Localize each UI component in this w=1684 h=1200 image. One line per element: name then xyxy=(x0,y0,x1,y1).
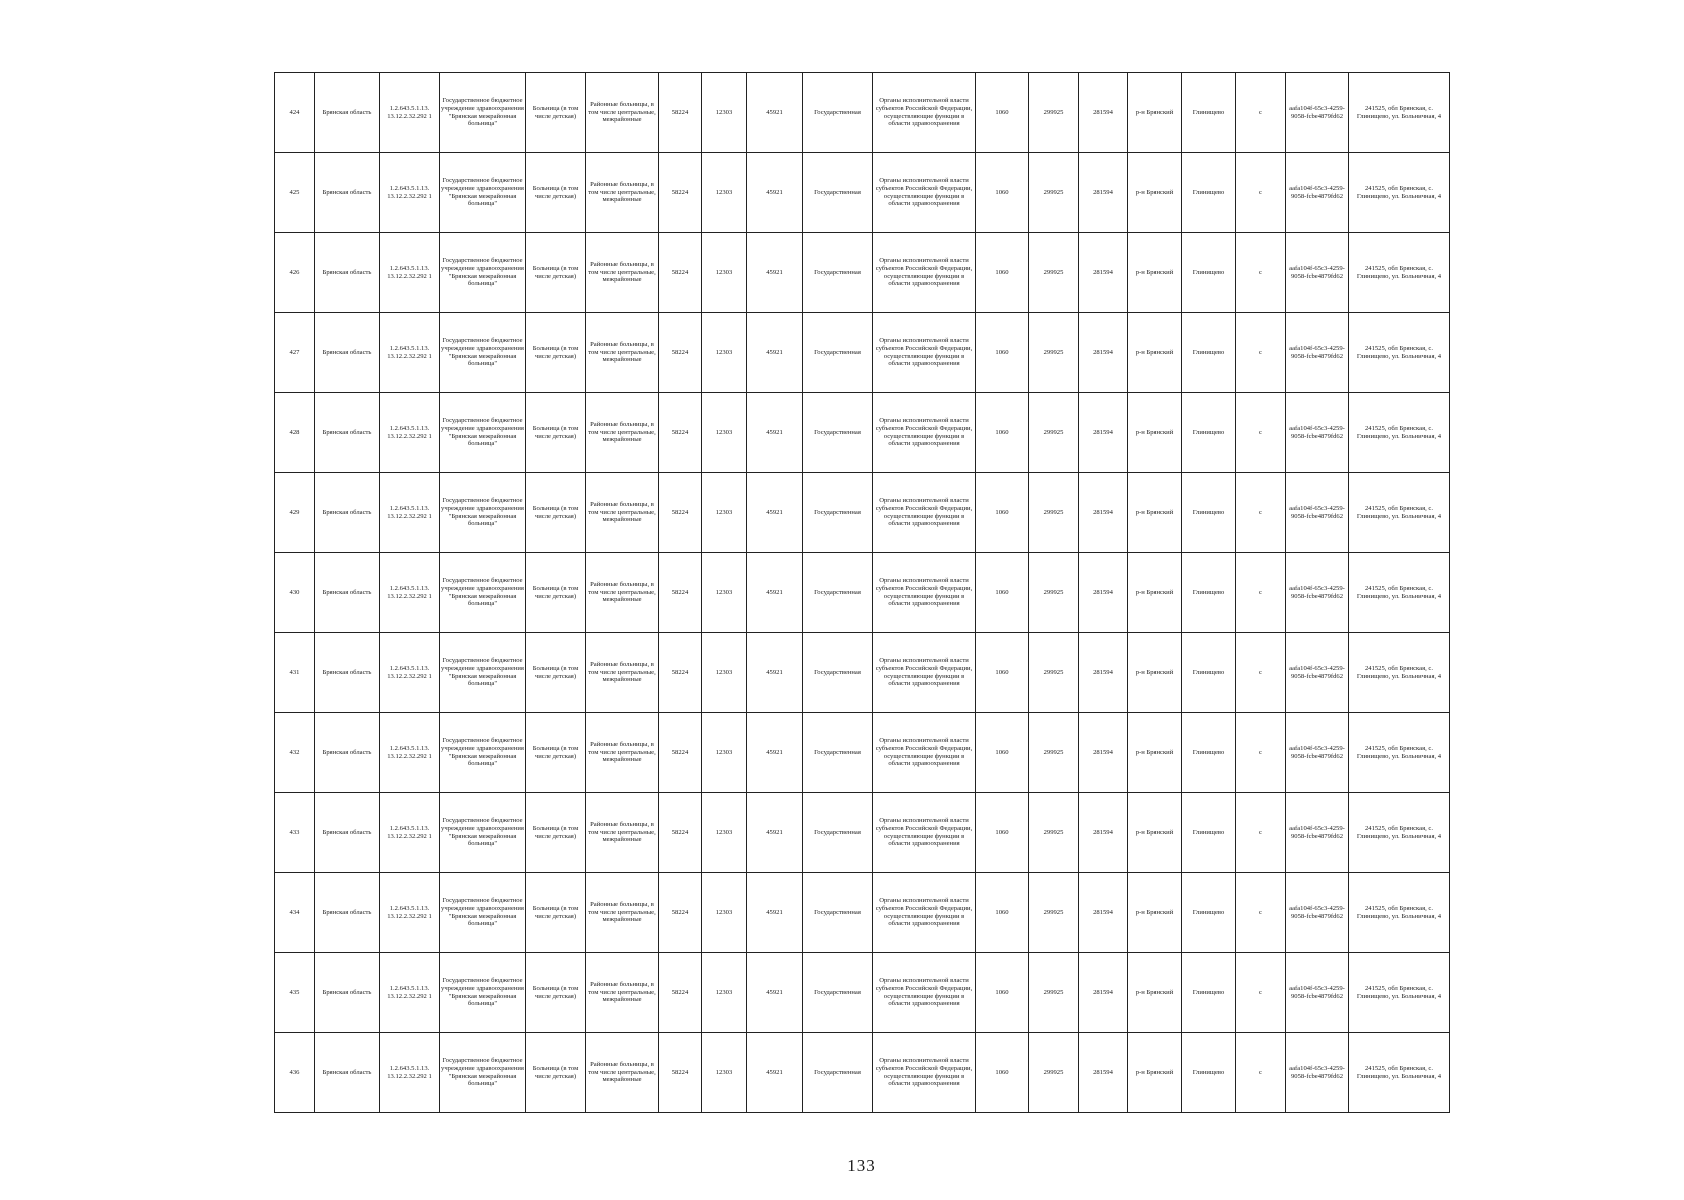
locality-cell: Глинищево xyxy=(1182,393,1236,473)
facility-type-cell: Больница (в том числе детская) xyxy=(526,313,586,393)
value-cell-5: 299925 xyxy=(1029,393,1079,473)
guid-cell: aafa104f-65c3-4259-9058-fcbe4879fd62 xyxy=(1286,473,1349,553)
organization-cell: Государственное бюджетное учреждение здравоохранения "Брянская межрайонная больница" xyxy=(440,1033,526,1113)
locality-cell: Глинищево xyxy=(1182,873,1236,953)
value-cell-1: 58224 xyxy=(659,873,702,953)
district-cell: р-н Брянский xyxy=(1128,313,1182,393)
page-number: 133 xyxy=(847,1156,876,1175)
row-number: 436 xyxy=(275,1033,315,1113)
value-cell-6: 281594 xyxy=(1079,473,1128,553)
code-cell: 1.2.643.5.1.13. 13.12.2.32.292 1 xyxy=(380,313,440,393)
authority-cell: Органы исполнительной власти субъектов Российской Федерации, осуществляющие функции в области здравоохранения xyxy=(873,313,976,393)
guid-cell: aafa104f-65c3-4259-9058-fcbe4879fd62 xyxy=(1286,873,1349,953)
value-cell-2: 12303 xyxy=(702,713,747,793)
ownership-cell: Государственная xyxy=(803,313,873,393)
ownership-cell: Государственная xyxy=(803,553,873,633)
district-cell: р-н Брянский xyxy=(1128,793,1182,873)
facility-type-cell: Больница (в том числе детская) xyxy=(526,393,586,473)
facility-subtype-cell: Районные больницы, в том числе центральные, межрайонные xyxy=(586,313,659,393)
value-cell-1: 58224 xyxy=(659,153,702,233)
authority-cell: Органы исполнительной власти субъектов Российской Федерации, осуществляющие функции в области здравоохранения xyxy=(873,873,976,953)
value-cell-2: 12303 xyxy=(702,553,747,633)
value-cell-2: 12303 xyxy=(702,153,747,233)
code-cell: 1.2.643.5.1.13. 13.12.2.32.292 1 xyxy=(380,713,440,793)
settlement-type-cell: с xyxy=(1236,793,1286,873)
value-cell-4: 1060 xyxy=(976,233,1029,313)
facility-type-cell: Больница (в том числе детская) xyxy=(526,553,586,633)
address-cell: 241525, обл Брянская, с. Глинищево, ул. Больничная, 4 xyxy=(1349,873,1450,953)
value-cell-6: 281594 xyxy=(1079,713,1128,793)
locality-cell: Глинищево xyxy=(1182,1033,1236,1113)
authority-cell: Органы исполнительной власти субъектов Российской Федерации, осуществляющие функции в области здравоохранения xyxy=(873,713,976,793)
ownership-cell: Государственная xyxy=(803,73,873,153)
address-cell: 241525, обл Брянская, с. Глинищево, ул. Больничная, 4 xyxy=(1349,73,1450,153)
value-cell-2: 12303 xyxy=(702,873,747,953)
value-cell-4: 1060 xyxy=(976,473,1029,553)
table-row xyxy=(275,873,1450,953)
table-row xyxy=(275,73,1450,153)
value-cell-6: 281594 xyxy=(1079,873,1128,953)
district-cell: р-н Брянский xyxy=(1128,153,1182,233)
facility-subtype-cell: Районные больницы, в том числе центральные, межрайонные xyxy=(586,153,659,233)
locality-cell: Глинищево xyxy=(1182,713,1236,793)
address-cell: 241525, обл Брянская, с. Глинищево, ул. Больничная, 4 xyxy=(1349,633,1450,713)
registry-rows xyxy=(275,73,1450,1113)
value-cell-5: 299925 xyxy=(1029,953,1079,1033)
value-cell-5: 299925 xyxy=(1029,313,1079,393)
district-cell: р-н Брянский xyxy=(1128,233,1182,313)
table-row xyxy=(275,393,1450,473)
locality-cell: Глинищево xyxy=(1182,313,1236,393)
value-cell-3: 45921 xyxy=(747,553,803,633)
region-cell: Брянская область xyxy=(315,633,380,713)
guid-cell: aafa104f-65c3-4259-9058-fcbe4879fd62 xyxy=(1286,233,1349,313)
value-cell-4: 1060 xyxy=(976,873,1029,953)
value-cell-4: 1060 xyxy=(976,633,1029,713)
ownership-cell: Государственная xyxy=(803,873,873,953)
authority-cell: Органы исполнительной власти субъектов Российской Федерации, осуществляющие функции в области здравоохранения xyxy=(873,633,976,713)
address-cell: 241525, обл Брянская, с. Глинищево, ул. Больничная, 4 xyxy=(1349,793,1450,873)
locality-cell: Глинищево xyxy=(1182,633,1236,713)
region-cell: Брянская область xyxy=(315,153,380,233)
value-cell-5: 299925 xyxy=(1029,873,1079,953)
facility-type-cell: Больница (в том числе детская) xyxy=(526,473,586,553)
value-cell-4: 1060 xyxy=(976,313,1029,393)
guid-cell: aafa104f-65c3-4259-9058-fcbe4879fd62 xyxy=(1286,153,1349,233)
value-cell-3: 45921 xyxy=(747,873,803,953)
table-row xyxy=(275,1033,1450,1113)
value-cell-4: 1060 xyxy=(976,713,1029,793)
settlement-type-cell: с xyxy=(1236,1033,1286,1113)
district-cell: р-н Брянский xyxy=(1128,1033,1182,1113)
code-cell: 1.2.643.5.1.13. 13.12.2.32.292 1 xyxy=(380,633,440,713)
value-cell-4: 1060 xyxy=(976,393,1029,473)
row-number: 432 xyxy=(275,713,315,793)
organization-cell: Государственное бюджетное учреждение здравоохранения "Брянская межрайонная больница" xyxy=(440,233,526,313)
facility-subtype-cell: Районные больницы, в том числе центральные, межрайонные xyxy=(586,873,659,953)
value-cell-5: 299925 xyxy=(1029,73,1079,153)
ownership-cell: Государственная xyxy=(803,633,873,713)
value-cell-5: 299925 xyxy=(1029,553,1079,633)
organization-cell: Государственное бюджетное учреждение здравоохранения "Брянская межрайонная больница" xyxy=(440,953,526,1033)
ownership-cell: Государственная xyxy=(803,473,873,553)
organization-cell: Государственное бюджетное учреждение здравоохранения "Брянская межрайонная больница" xyxy=(440,73,526,153)
code-cell: 1.2.643.5.1.13. 13.12.2.32.292 1 xyxy=(380,73,440,153)
organization-cell: Государственное бюджетное учреждение здравоохранения "Брянская межрайонная больница" xyxy=(440,793,526,873)
facility-subtype-cell: Районные больницы, в том числе центральные, межрайонные xyxy=(586,633,659,713)
locality-cell: Глинищево xyxy=(1182,553,1236,633)
value-cell-2: 12303 xyxy=(702,793,747,873)
value-cell-5: 299925 xyxy=(1029,713,1079,793)
row-number: 430 xyxy=(275,553,315,633)
guid-cell: aafa104f-65c3-4259-9058-fcbe4879fd62 xyxy=(1286,713,1349,793)
table-row xyxy=(275,473,1450,553)
code-cell: 1.2.643.5.1.13. 13.12.2.32.292 1 xyxy=(380,873,440,953)
value-cell-6: 281594 xyxy=(1079,73,1128,153)
ownership-cell: Государственная xyxy=(803,233,873,313)
settlement-type-cell: с xyxy=(1236,473,1286,553)
authority-cell: Органы исполнительной власти субъектов Российской Федерации, осуществляющие функции в области здравоохранения xyxy=(873,153,976,233)
organization-cell: Государственное бюджетное учреждение здравоохранения "Брянская межрайонная больница" xyxy=(440,713,526,793)
district-cell: р-н Брянский xyxy=(1128,713,1182,793)
value-cell-3: 45921 xyxy=(747,313,803,393)
value-cell-3: 45921 xyxy=(747,233,803,313)
row-number: 428 xyxy=(275,393,315,473)
district-cell: р-н Брянский xyxy=(1128,553,1182,633)
value-cell-4: 1060 xyxy=(976,153,1029,233)
region-cell: Брянская область xyxy=(315,793,380,873)
facility-type-cell: Больница (в том числе детская) xyxy=(526,793,586,873)
guid-cell: aafa104f-65c3-4259-9058-fcbe4879fd62 xyxy=(1286,313,1349,393)
organization-cell: Государственное бюджетное учреждение здравоохранения "Брянская межрайонная больница" xyxy=(440,633,526,713)
value-cell-2: 12303 xyxy=(702,233,747,313)
facility-type-cell: Больница (в том числе детская) xyxy=(526,73,586,153)
value-cell-1: 58224 xyxy=(659,953,702,1033)
value-cell-6: 281594 xyxy=(1079,393,1128,473)
locality-cell: Глинищево xyxy=(1182,233,1236,313)
value-cell-1: 58224 xyxy=(659,393,702,473)
authority-cell: Органы исполнительной власти субъектов Российской Федерации, осуществляющие функции в области здравоохранения xyxy=(873,233,976,313)
value-cell-2: 12303 xyxy=(702,313,747,393)
row-number: 427 xyxy=(275,313,315,393)
ownership-cell: Государственная xyxy=(803,393,873,473)
row-number: 435 xyxy=(275,953,315,1033)
address-cell: 241525, обл Брянская, с. Глинищево, ул. Больничная, 4 xyxy=(1349,233,1450,313)
guid-cell: aafa104f-65c3-4259-9058-fcbe4879fd62 xyxy=(1286,73,1349,153)
value-cell-5: 299925 xyxy=(1029,793,1079,873)
value-cell-1: 58224 xyxy=(659,713,702,793)
facility-subtype-cell: Районные больницы, в том числе центральные, межрайонные xyxy=(586,553,659,633)
ownership-cell: Государственная xyxy=(803,953,873,1033)
row-number: 425 xyxy=(275,153,315,233)
settlement-type-cell: с xyxy=(1236,633,1286,713)
facility-subtype-cell: Районные больницы, в том числе центральные, межрайонные xyxy=(586,233,659,313)
value-cell-2: 12303 xyxy=(702,393,747,473)
organization-cell: Государственное бюджетное учреждение здравоохранения "Брянская межрайонная больница" xyxy=(440,473,526,553)
value-cell-1: 58224 xyxy=(659,233,702,313)
region-cell: Брянская область xyxy=(315,473,380,553)
value-cell-6: 281594 xyxy=(1079,633,1128,713)
guid-cell: aafa104f-65c3-4259-9058-fcbe4879fd62 xyxy=(1286,553,1349,633)
value-cell-5: 299925 xyxy=(1029,633,1079,713)
guid-cell: aafa104f-65c3-4259-9058-fcbe4879fd62 xyxy=(1286,633,1349,713)
value-cell-3: 45921 xyxy=(747,73,803,153)
value-cell-6: 281594 xyxy=(1079,793,1128,873)
region-cell: Брянская область xyxy=(315,313,380,393)
authority-cell: Органы исполнительной власти субъектов Российской Федерации, осуществляющие функции в области здравоохранения xyxy=(873,953,976,1033)
region-cell: Брянская область xyxy=(315,1033,380,1113)
region-cell: Брянская область xyxy=(315,713,380,793)
value-cell-3: 45921 xyxy=(747,393,803,473)
facility-type-cell: Больница (в том числе детская) xyxy=(526,153,586,233)
value-cell-1: 58224 xyxy=(659,473,702,553)
facility-subtype-cell: Районные больницы, в том числе центральные, межрайонные xyxy=(586,393,659,473)
row-number: 429 xyxy=(275,473,315,553)
settlement-type-cell: с xyxy=(1236,953,1286,1033)
settlement-type-cell: с xyxy=(1236,153,1286,233)
authority-cell: Органы исполнительной власти субъектов Российской Федерации, осуществляющие функции в области здравоохранения xyxy=(873,553,976,633)
code-cell: 1.2.643.5.1.13. 13.12.2.32.292 1 xyxy=(380,233,440,313)
locality-cell: Глинищево xyxy=(1182,793,1236,873)
value-cell-1: 58224 xyxy=(659,633,702,713)
district-cell: р-н Брянский xyxy=(1128,633,1182,713)
value-cell-5: 299925 xyxy=(1029,153,1079,233)
locality-cell: Глинищево xyxy=(1182,953,1236,1033)
value-cell-4: 1060 xyxy=(976,953,1029,1033)
region-cell: Брянская область xyxy=(315,73,380,153)
settlement-type-cell: с xyxy=(1236,393,1286,473)
value-cell-3: 45921 xyxy=(747,1033,803,1113)
address-cell: 241525, обл Брянская, с. Глинищево, ул. Больничная, 4 xyxy=(1349,713,1450,793)
registry-table xyxy=(274,72,1450,1113)
value-cell-4: 1060 xyxy=(976,73,1029,153)
facility-subtype-cell: Районные больницы, в том числе центральные, межрайонные xyxy=(586,473,659,553)
settlement-type-cell: с xyxy=(1236,233,1286,313)
row-number: 433 xyxy=(275,793,315,873)
value-cell-3: 45921 xyxy=(747,713,803,793)
guid-cell: aafa104f-65c3-4259-9058-fcbe4879fd62 xyxy=(1286,1033,1349,1113)
row-number: 431 xyxy=(275,633,315,713)
facility-subtype-cell: Районные больницы, в том числе центральные, межрайонные xyxy=(586,713,659,793)
code-cell: 1.2.643.5.1.13. 13.12.2.32.292 1 xyxy=(380,793,440,873)
value-cell-6: 281594 xyxy=(1079,153,1128,233)
address-cell: 241525, обл Брянская, с. Глинищево, ул. Больничная, 4 xyxy=(1349,553,1450,633)
row-number: 424 xyxy=(275,73,315,153)
code-cell: 1.2.643.5.1.13. 13.12.2.32.292 1 xyxy=(380,393,440,473)
value-cell-4: 1060 xyxy=(976,793,1029,873)
address-cell: 241525, обл Брянская, с. Глинищево, ул. Больничная, 4 xyxy=(1349,953,1450,1033)
value-cell-1: 58224 xyxy=(659,73,702,153)
value-cell-6: 281594 xyxy=(1079,953,1128,1033)
guid-cell: aafa104f-65c3-4259-9058-fcbe4879fd62 xyxy=(1286,393,1349,473)
table-row xyxy=(275,233,1450,313)
settlement-type-cell: с xyxy=(1236,713,1286,793)
guid-cell: aafa104f-65c3-4259-9058-fcbe4879fd62 xyxy=(1286,793,1349,873)
address-cell: 241525, обл Брянская, с. Глинищево, ул. Больничная, 4 xyxy=(1349,393,1450,473)
organization-cell: Государственное бюджетное учреждение здравоохранения "Брянская межрайонная больница" xyxy=(440,553,526,633)
value-cell-3: 45921 xyxy=(747,473,803,553)
guid-cell: aafa104f-65c3-4259-9058-fcbe4879fd62 xyxy=(1286,953,1349,1033)
table-row xyxy=(275,313,1450,393)
region-cell: Брянская область xyxy=(315,393,380,473)
value-cell-6: 281594 xyxy=(1079,313,1128,393)
facility-subtype-cell: Районные больницы, в том числе центральные, межрайонные xyxy=(586,73,659,153)
value-cell-3: 45921 xyxy=(747,633,803,713)
value-cell-1: 58224 xyxy=(659,793,702,873)
value-cell-6: 281594 xyxy=(1079,233,1128,313)
settlement-type-cell: с xyxy=(1236,873,1286,953)
organization-cell: Государственное бюджетное учреждение здравоохранения "Брянская межрайонная больница" xyxy=(440,313,526,393)
value-cell-2: 12303 xyxy=(702,1033,747,1113)
address-cell: 241525, обл Брянская, с. Глинищево, ул. Больничная, 4 xyxy=(1349,473,1450,553)
authority-cell: Органы исполнительной власти субъектов Российской Федерации, осуществляющие функции в области здравоохранения xyxy=(873,1033,976,1113)
authority-cell: Органы исполнительной власти субъектов Российской Федерации, осуществляющие функции в области здравоохранения xyxy=(873,793,976,873)
settlement-type-cell: с xyxy=(1236,313,1286,393)
address-cell: 241525, обл Брянская, с. Глинищево, ул. Больничная, 4 xyxy=(1349,153,1450,233)
value-cell-5: 299925 xyxy=(1029,1033,1079,1113)
table-row xyxy=(275,153,1450,233)
authority-cell: Органы исполнительной власти субъектов Российской Федерации, осуществляющие функции в области здравоохранения xyxy=(873,393,976,473)
ownership-cell: Государственная xyxy=(803,713,873,793)
facility-type-cell: Больница (в том числе детская) xyxy=(526,873,586,953)
row-number: 434 xyxy=(275,873,315,953)
code-cell: 1.2.643.5.1.13. 13.12.2.32.292 1 xyxy=(380,473,440,553)
code-cell: 1.2.643.5.1.13. 13.12.2.32.292 1 xyxy=(380,153,440,233)
settlement-type-cell: с xyxy=(1236,553,1286,633)
document-page xyxy=(274,72,1449,1175)
region-cell: Брянская область xyxy=(315,553,380,633)
locality-cell: Глинищево xyxy=(1182,473,1236,553)
ownership-cell: Государственная xyxy=(803,1033,873,1113)
facility-type-cell: Больница (в том числе детская) xyxy=(526,633,586,713)
authority-cell: Органы исполнительной власти субъектов Российской Федерации, осуществляющие функции в области здравоохранения xyxy=(873,73,976,153)
facility-type-cell: Больница (в том числе детская) xyxy=(526,1033,586,1113)
value-cell-3: 45921 xyxy=(747,953,803,1033)
facility-subtype-cell: Районные больницы, в том числе центральные, межрайонные xyxy=(586,953,659,1033)
organization-cell: Государственное бюджетное учреждение здравоохранения "Брянская межрайонная больница" xyxy=(440,873,526,953)
facility-subtype-cell: Районные больницы, в том числе центральные, межрайонные xyxy=(586,1033,659,1113)
region-cell: Брянская область xyxy=(315,233,380,313)
district-cell: р-н Брянский xyxy=(1128,473,1182,553)
table-row xyxy=(275,633,1450,713)
code-cell: 1.2.643.5.1.13. 13.12.2.32.292 1 xyxy=(380,953,440,1033)
district-cell: р-н Брянский xyxy=(1128,393,1182,473)
district-cell: р-н Брянский xyxy=(1128,953,1182,1033)
facility-type-cell: Больница (в том числе детская) xyxy=(526,233,586,313)
value-cell-2: 12303 xyxy=(702,73,747,153)
facility-type-cell: Больница (в том числе детская) xyxy=(526,953,586,1033)
ownership-cell: Государственная xyxy=(803,793,873,873)
row-number: 426 xyxy=(275,233,315,313)
region-cell: Брянская область xyxy=(315,873,380,953)
organization-cell: Государственное бюджетное учреждение здравоохранения "Брянская межрайонная больница" xyxy=(440,153,526,233)
value-cell-1: 58224 xyxy=(659,553,702,633)
value-cell-3: 45921 xyxy=(747,793,803,873)
value-cell-3: 45921 xyxy=(747,153,803,233)
address-cell: 241525, обл Брянская, с. Глинищево, ул. Больничная, 4 xyxy=(1349,313,1450,393)
value-cell-5: 299925 xyxy=(1029,473,1079,553)
region-cell: Брянская область xyxy=(315,953,380,1033)
table-row xyxy=(275,553,1450,633)
value-cell-4: 1060 xyxy=(976,1033,1029,1113)
value-cell-1: 58224 xyxy=(659,1033,702,1113)
locality-cell: Глинищево xyxy=(1182,153,1236,233)
table-row xyxy=(275,713,1450,793)
organization-cell: Государственное бюджетное учреждение здравоохранения "Брянская межрайонная больница" xyxy=(440,393,526,473)
ownership-cell: Государственная xyxy=(803,153,873,233)
value-cell-2: 12303 xyxy=(702,473,747,553)
value-cell-1: 58224 xyxy=(659,313,702,393)
value-cell-6: 281594 xyxy=(1079,553,1128,633)
district-cell: р-н Брянский xyxy=(1128,873,1182,953)
facility-type-cell: Больница (в том числе детская) xyxy=(526,713,586,793)
authority-cell: Органы исполнительной власти субъектов Российской Федерации, осуществляющие функции в области здравоохранения xyxy=(873,473,976,553)
address-cell: 241525, обл Брянская, с. Глинищево, ул. Больничная, 4 xyxy=(1349,1033,1450,1113)
value-cell-2: 12303 xyxy=(702,953,747,1033)
code-cell: 1.2.643.5.1.13. 13.12.2.32.292 1 xyxy=(380,553,440,633)
settlement-type-cell: с xyxy=(1236,73,1286,153)
district-cell: р-н Брянский xyxy=(1128,73,1182,153)
code-cell: 1.2.643.5.1.13. 13.12.2.32.292 1 xyxy=(380,1033,440,1113)
value-cell-4: 1060 xyxy=(976,553,1029,633)
table-row xyxy=(275,793,1450,873)
locality-cell: Глинищево xyxy=(1182,73,1236,153)
value-cell-2: 12303 xyxy=(702,633,747,713)
value-cell-5: 299925 xyxy=(1029,233,1079,313)
table-row xyxy=(275,953,1450,1033)
facility-subtype-cell: Районные больницы, в том числе центральные, межрайонные xyxy=(586,793,659,873)
value-cell-6: 281594 xyxy=(1079,1033,1128,1113)
